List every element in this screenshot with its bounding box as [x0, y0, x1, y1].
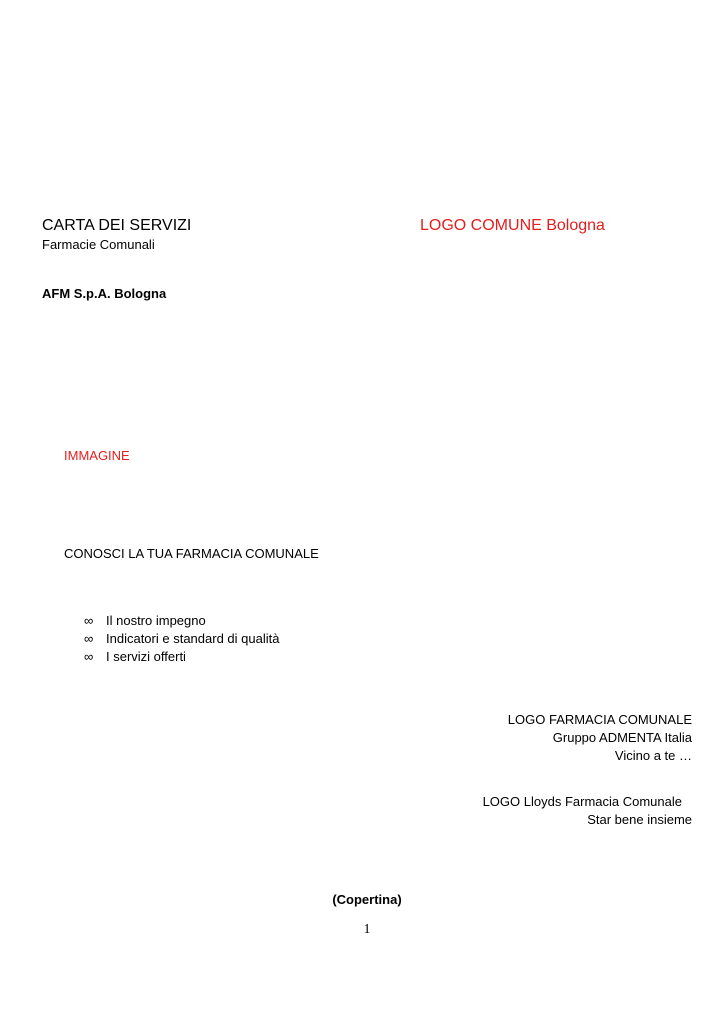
image-placeholder: IMMAGINE: [64, 448, 130, 463]
group-name: Gruppo ADMENTA Italia: [552, 730, 692, 745]
list-item-label: Il nostro impegno: [106, 613, 206, 628]
page-number: 1: [363, 922, 371, 937]
intro-heading: CONOSCI LA TUA FARMACIA COMUNALE: [64, 546, 319, 561]
logo-farmacia-block: [508, 711, 692, 765]
document-title: CARTA DEI SERVIZI: [42, 217, 192, 234]
company-name: AFM S.p.A. Bologna: [42, 286, 167, 301]
list-item: [84, 630, 279, 648]
slogan: Vicino a te …: [614, 748, 692, 763]
infinity-bullet-icon: ∞: [84, 631, 94, 646]
cover-label: (Copertina): [332, 892, 402, 907]
infinity-bullet-icon: ∞: [84, 613, 94, 628]
bullet-list: [84, 612, 279, 666]
document-subtitle: Farmacie Comunali: [42, 237, 155, 252]
infinity-bullet-icon: ∞: [84, 649, 94, 664]
list-item: [84, 612, 279, 630]
logo-farmacia-placeholder: LOGO FARMACIA COMUNALE: [507, 712, 692, 727]
lloyds-slogan: Star bene insieme: [587, 812, 692, 827]
list-item: [84, 648, 279, 666]
list-item-label: Indicatori e standard di qualità: [106, 631, 280, 646]
logo-comune-placeholder: LOGO COMUNE Bologna: [420, 217, 605, 234]
logo-lloyds-placeholder: LOGO Lloyds Farmacia Comunale: [482, 794, 682, 809]
logo-lloyds-block: [483, 793, 692, 829]
list-item-label: I servizi offerti: [106, 649, 186, 664]
